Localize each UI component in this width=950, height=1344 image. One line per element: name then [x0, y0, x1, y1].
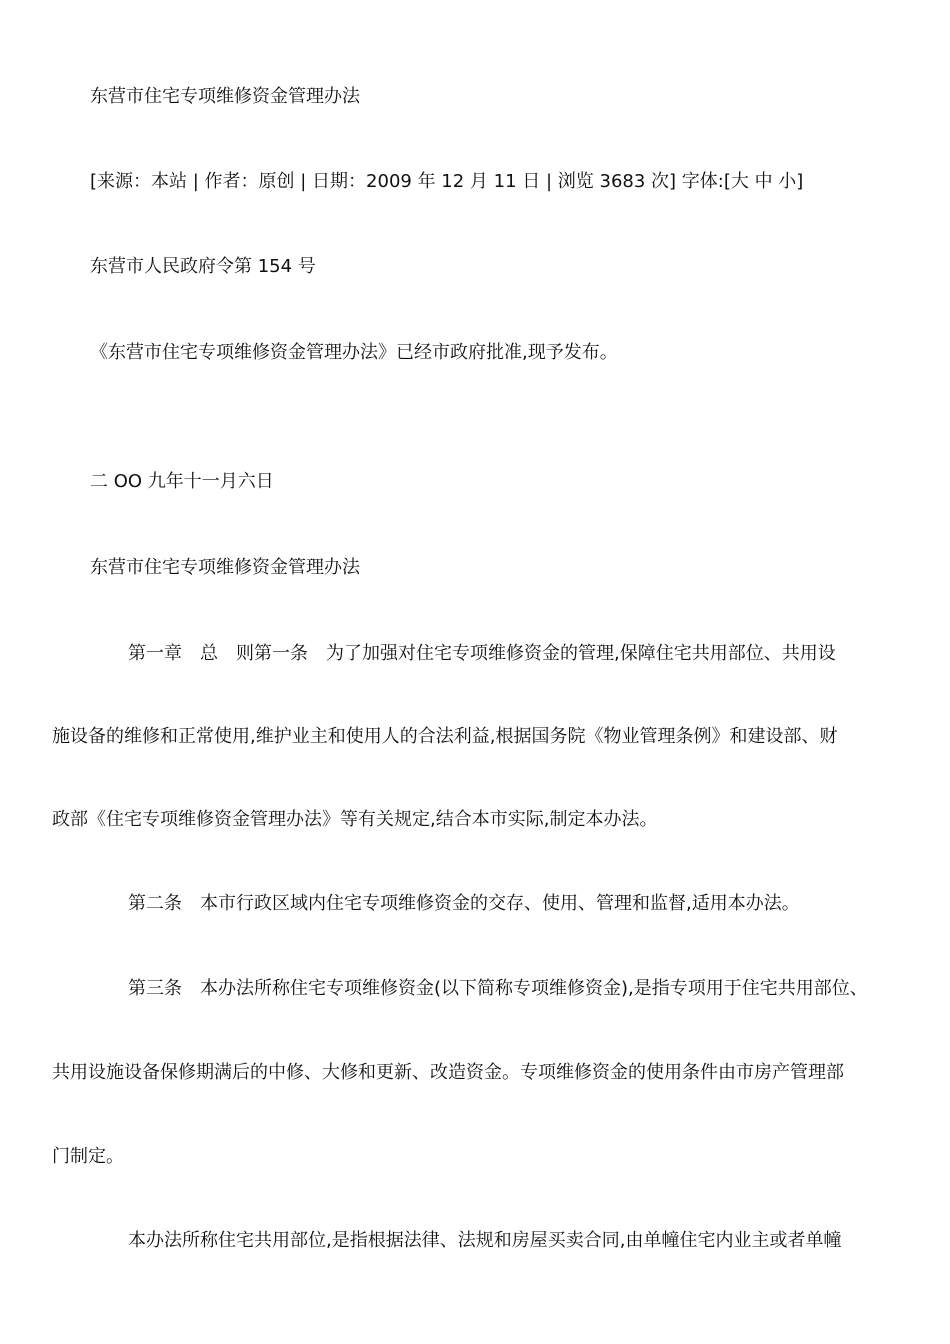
order-number: 东营市人民政府令第 154 号 — [90, 256, 316, 277]
body-line: 第一章 总 则第一条 为了加强对住宅专项维修资金的管理,保障住宅共用部位、共用设 — [128, 643, 836, 664]
body-line: 施设备的维修和正常使用,维护业主和使用人的合法利益,根据国务院《物业管理条例》和建设部、财 — [52, 726, 838, 747]
body-line: 共用设施设备保修期满后的中修、大修和更新、改造资金。专项维修资金的使用条件由市房产管理部 — [52, 1062, 844, 1083]
body-line: 门制定。 — [52, 1146, 124, 1167]
body-line: 本办法所称住宅共用部位,是指根据法律、法规和房屋买卖合同,由单幢住宅内业主或者单幢 — [128, 1230, 842, 1251]
announcement: 《东营市住宅专项维修资金管理办法》已经市政府批准,现予发布。 — [90, 342, 618, 363]
document-meta: [来源：本站 | 作者：原创 | 日期：2009 年 12 月 11 日 | 浏览 3683 次] 字体:[大 中 小] — [90, 171, 804, 192]
issue-date: 二 OO 九年十一月六日 — [90, 471, 274, 492]
document-title-repeat: 东营市住宅专项维修资金管理办法 — [90, 557, 360, 578]
body-line: 第三条 本办法所称住宅专项维修资金(以下简称专项维修资金),是指专项用于住宅共用部位、 — [128, 978, 868, 999]
body-line: 政部《住宅专项维修资金管理办法》等有关规定,结合本市实际,制定本办法。 — [52, 809, 658, 830]
document-title: 东营市住宅专项维修资金管理办法 — [90, 86, 360, 107]
body-line: 第二条 本市行政区域内住宅专项维修资金的交存、使用、管理和监督,适用本办法。 — [128, 893, 800, 914]
